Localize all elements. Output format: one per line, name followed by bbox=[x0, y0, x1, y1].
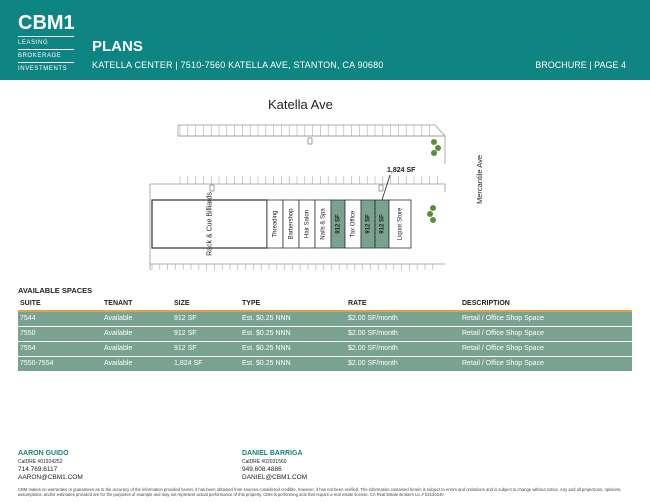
rate-cell: $2.00 SF/month bbox=[346, 311, 460, 326]
suite-label: Threading bbox=[272, 210, 279, 238]
page-label: BROCHURE | PAGE 4 bbox=[535, 60, 626, 70]
available-spaces-table bbox=[18, 297, 632, 372]
contact-phone[interactable]: 949.608.4886 bbox=[242, 466, 282, 473]
tenant-cell: Available bbox=[102, 311, 172, 326]
brand-logo bbox=[18, 12, 74, 73]
table-row bbox=[18, 356, 632, 371]
site-markers bbox=[210, 138, 383, 191]
column-header-tenant: TENANT bbox=[102, 297, 172, 311]
contact-license: CalDRE #01924252 bbox=[18, 459, 63, 465]
contact-name: DANIEL BARRIGA bbox=[242, 450, 303, 457]
contact-email[interactable]: DANIEL@CBM1.COM bbox=[242, 474, 308, 481]
suite-label: Barbershop bbox=[288, 208, 295, 240]
suite-label: 912 SF bbox=[379, 214, 386, 234]
type-cell: Est. $0.25 NNN bbox=[240, 356, 346, 371]
suite-label: Nails & Spa bbox=[320, 208, 327, 240]
header-bar bbox=[0, 0, 650, 80]
street-katella-label: Katella Ave bbox=[268, 97, 333, 112]
suite-label: Hair Salon bbox=[304, 209, 311, 239]
logo-line-1: LEASING bbox=[18, 40, 49, 46]
suite-label: 912 SF bbox=[335, 214, 342, 234]
tenant-cell: Available bbox=[102, 326, 172, 341]
suite-label: 912 SF bbox=[365, 214, 372, 234]
column-header-type: TYPE bbox=[240, 297, 346, 311]
street-mercantile-label: Mercantile Ave bbox=[475, 154, 484, 204]
table-row bbox=[18, 311, 632, 326]
callout-label: 1,824 SF bbox=[387, 167, 416, 174]
table-row bbox=[18, 326, 632, 341]
description-cell: Retail / Office Shop Space bbox=[460, 311, 632, 326]
suite-cell: 7544 bbox=[18, 311, 102, 326]
column-header-suite: SUITE bbox=[18, 297, 102, 311]
tenant-cell: Available bbox=[102, 341, 172, 356]
contact-phone[interactable]: 714.769.6117 bbox=[18, 466, 58, 473]
site-plan bbox=[140, 92, 510, 278]
landscaping bbox=[427, 139, 441, 223]
size-cell: 1,824 SF bbox=[172, 356, 240, 371]
property-address: KATELLA CENTER | 7510-7560 KATELLA AVE, STANTON, CA 90680 bbox=[92, 60, 384, 70]
type-cell: Est. $0.25 NNN bbox=[240, 341, 346, 356]
contact-card bbox=[18, 450, 83, 482]
column-header-description: DESCRIPTION bbox=[460, 297, 632, 311]
description-cell: Retail / Office Shop Space bbox=[460, 326, 632, 341]
suite-cell: 7550-7554 bbox=[18, 356, 102, 371]
contact-license: CalDRE #02031560 bbox=[242, 459, 287, 465]
description-cell: Retail / Office Shop Space bbox=[460, 356, 632, 371]
page-title: PLANS bbox=[92, 38, 143, 55]
rate-cell: $2.00 SF/month bbox=[346, 341, 460, 356]
contact-name: AARON GUIDO bbox=[18, 450, 69, 457]
contact-email[interactable]: AARON@CBM1.COM bbox=[18, 474, 83, 481]
suite-label: Tax Office bbox=[350, 210, 357, 238]
description-cell: Retail / Office Shop Space bbox=[460, 341, 632, 356]
rate-cell: $2.00 SF/month bbox=[346, 356, 460, 371]
legal-disclaimer: CBM makes no warranties or guarantees as to the accuracy of the information provided herein, it has been obtained from sources considered credible, however, it has not been verified. The information contained herein is subject to errors and omissions and is subject to change without notice. Any and all projections, opinions, assumptions, and/or estimates provided are for the purposes of example and may not represent actual performance of this property. CBM is performing acts that require a real estate license. CA Real Estate Brokers Lic.# 02130240 bbox=[18, 487, 622, 497]
column-header-rate: RATE bbox=[346, 297, 460, 311]
available-spaces-title: AVAILABLE SPACES bbox=[18, 286, 93, 295]
size-cell: 912 SF bbox=[172, 311, 240, 326]
building-units bbox=[152, 192, 411, 256]
suite-label: Liquor Store bbox=[397, 207, 404, 241]
suite-cell: 7554 bbox=[18, 341, 102, 356]
contact-card bbox=[242, 450, 307, 482]
table-header-row bbox=[18, 297, 632, 311]
rate-cell: $2.00 SF/month bbox=[346, 326, 460, 341]
type-cell: Est. $0.25 NNN bbox=[240, 326, 346, 341]
size-cell: 912 SF bbox=[172, 341, 240, 356]
type-cell: Est. $0.25 NNN bbox=[240, 311, 346, 326]
size-cell: 912 SF bbox=[172, 326, 240, 341]
logo-wordmark: CBM1 bbox=[18, 12, 75, 34]
suite-cell: 7550 bbox=[18, 326, 102, 341]
table-row bbox=[18, 341, 632, 356]
logo-line-3: INVESTMENTS bbox=[18, 66, 68, 72]
tenant-cell: Available bbox=[102, 356, 172, 371]
column-header-size: SIZE bbox=[172, 297, 240, 311]
suite-label: Rack & Cue Billiards bbox=[206, 192, 214, 256]
logo-line-2: BROKERAGE bbox=[18, 53, 62, 59]
